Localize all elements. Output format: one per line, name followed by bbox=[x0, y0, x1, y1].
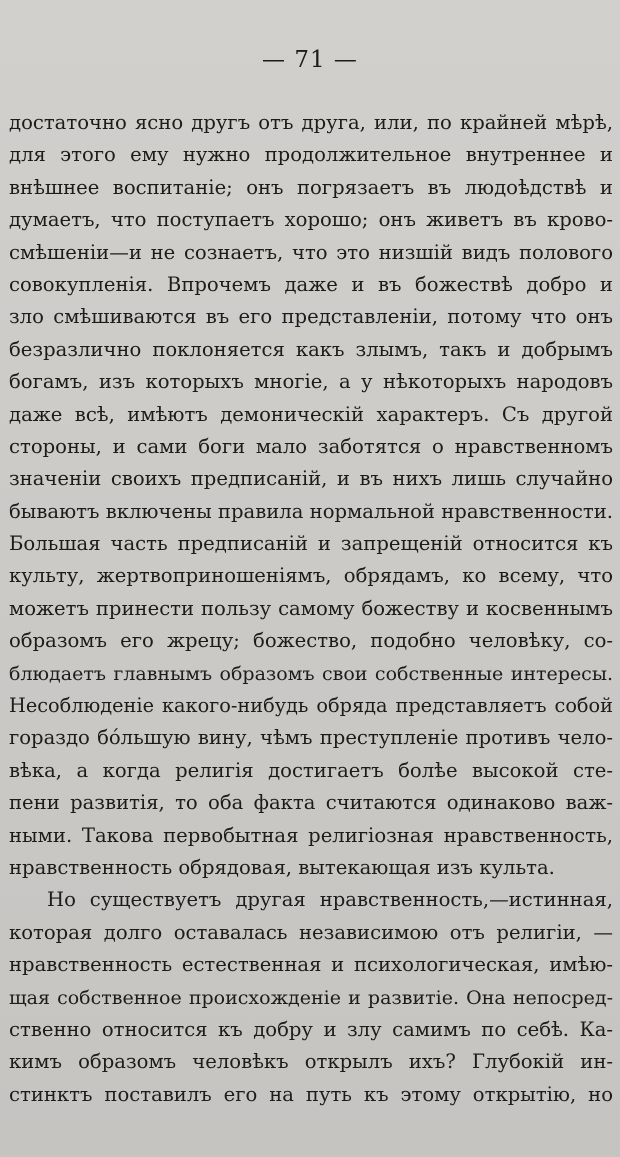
text-line: нравственность обрядовая, вытекающая изъ культа. bbox=[9, 855, 555, 879]
text-line: вѣка, а когда религiя достигаетъ болѣе высокой сте- bbox=[9, 758, 613, 782]
text-line: которая долго оставалась независимою отъ религiи, — bbox=[9, 920, 613, 944]
text-line: гораздо бóльшую вину, чѣмъ преступленiе противъ чело- bbox=[9, 726, 613, 750]
text-line: даже всѣ, имѣютъ демоническiй характеръ. Съ другой bbox=[9, 402, 613, 426]
text-line: смѣшенiи—и не сознаетъ, что это низшiй видъ полового bbox=[9, 240, 613, 264]
text-line: ственно относится къ добру и злу самимъ по себѣ. Ка- bbox=[9, 1017, 613, 1041]
text-line: пени развитiя, то оба факта считаются одинаково важ- bbox=[9, 791, 613, 815]
text-line: богамъ, изъ которыхъ многiе, а у нѣкоторыхъ народовъ bbox=[9, 370, 613, 394]
text-line: совокупленiя. Впрочемъ даже и въ божествѣ добро и bbox=[9, 272, 613, 296]
text-line: ными. Такова первобытная религiозная нравственность, bbox=[9, 823, 613, 847]
text-line: бываютъ включены правила нормальной нравственности. bbox=[9, 499, 613, 523]
text-line: внѣшнее воспитанiе; онъ погрязаетъ въ людоѣдствѣ и bbox=[9, 175, 613, 199]
text-line: стинктъ поставилъ его на путь къ этому открытiю, но bbox=[9, 1082, 613, 1106]
text-line: достаточно ясно другъ отъ друга, или, по крайней мѣрѣ, bbox=[9, 111, 613, 134]
body-text bbox=[9, 107, 613, 1111]
text-line: думаетъ, что поступаетъ хорошо; онъ живетъ въ крово- bbox=[9, 208, 613, 232]
text-line: культу, жертвоприношенiямъ, обрядамъ, ко всему, что bbox=[9, 564, 613, 588]
text-line: стороны, и сами боги мало заботятся о нравственномъ bbox=[9, 434, 613, 458]
page-number: — 71 — bbox=[262, 47, 358, 73]
text-line: для этого ему нужно продолжительное внутреннее и bbox=[9, 143, 613, 167]
text-line: Большая часть предписанiй и запрещенiй относится къ bbox=[9, 532, 613, 556]
text-line: нравственность естественная и психологическая, имѣю- bbox=[9, 953, 613, 977]
text-line: блюдаетъ главнымъ образомъ свои собственные интересы. bbox=[9, 662, 613, 685]
text-line: безразлично поклоняется какъ злымъ, такъ и добрымъ bbox=[9, 337, 613, 361]
text-line: можетъ принести пользу самому божеству и косвеннымъ bbox=[9, 596, 613, 620]
text-line: значенiи своихъ предписанiй, и въ нихъ лишь случайно bbox=[9, 467, 613, 491]
text-line: Но существуетъ другая нравственность,—истинная, bbox=[47, 888, 613, 912]
text-line: образомъ его жрецу; божество, подобно человѣку, со- bbox=[9, 629, 613, 653]
text-line: щая собственное происхожденiе и развитiе. Она непосред- bbox=[9, 986, 613, 1009]
text-line: зло смѣшиваются въ его представленiи, потому что онъ bbox=[9, 305, 613, 329]
text-line: кимъ образомъ человѣкъ открылъ ихъ? Глубокiй ин- bbox=[9, 1050, 613, 1074]
text-line: Несоблюденiе какого-нибудь обряда представляетъ собой bbox=[9, 694, 613, 718]
